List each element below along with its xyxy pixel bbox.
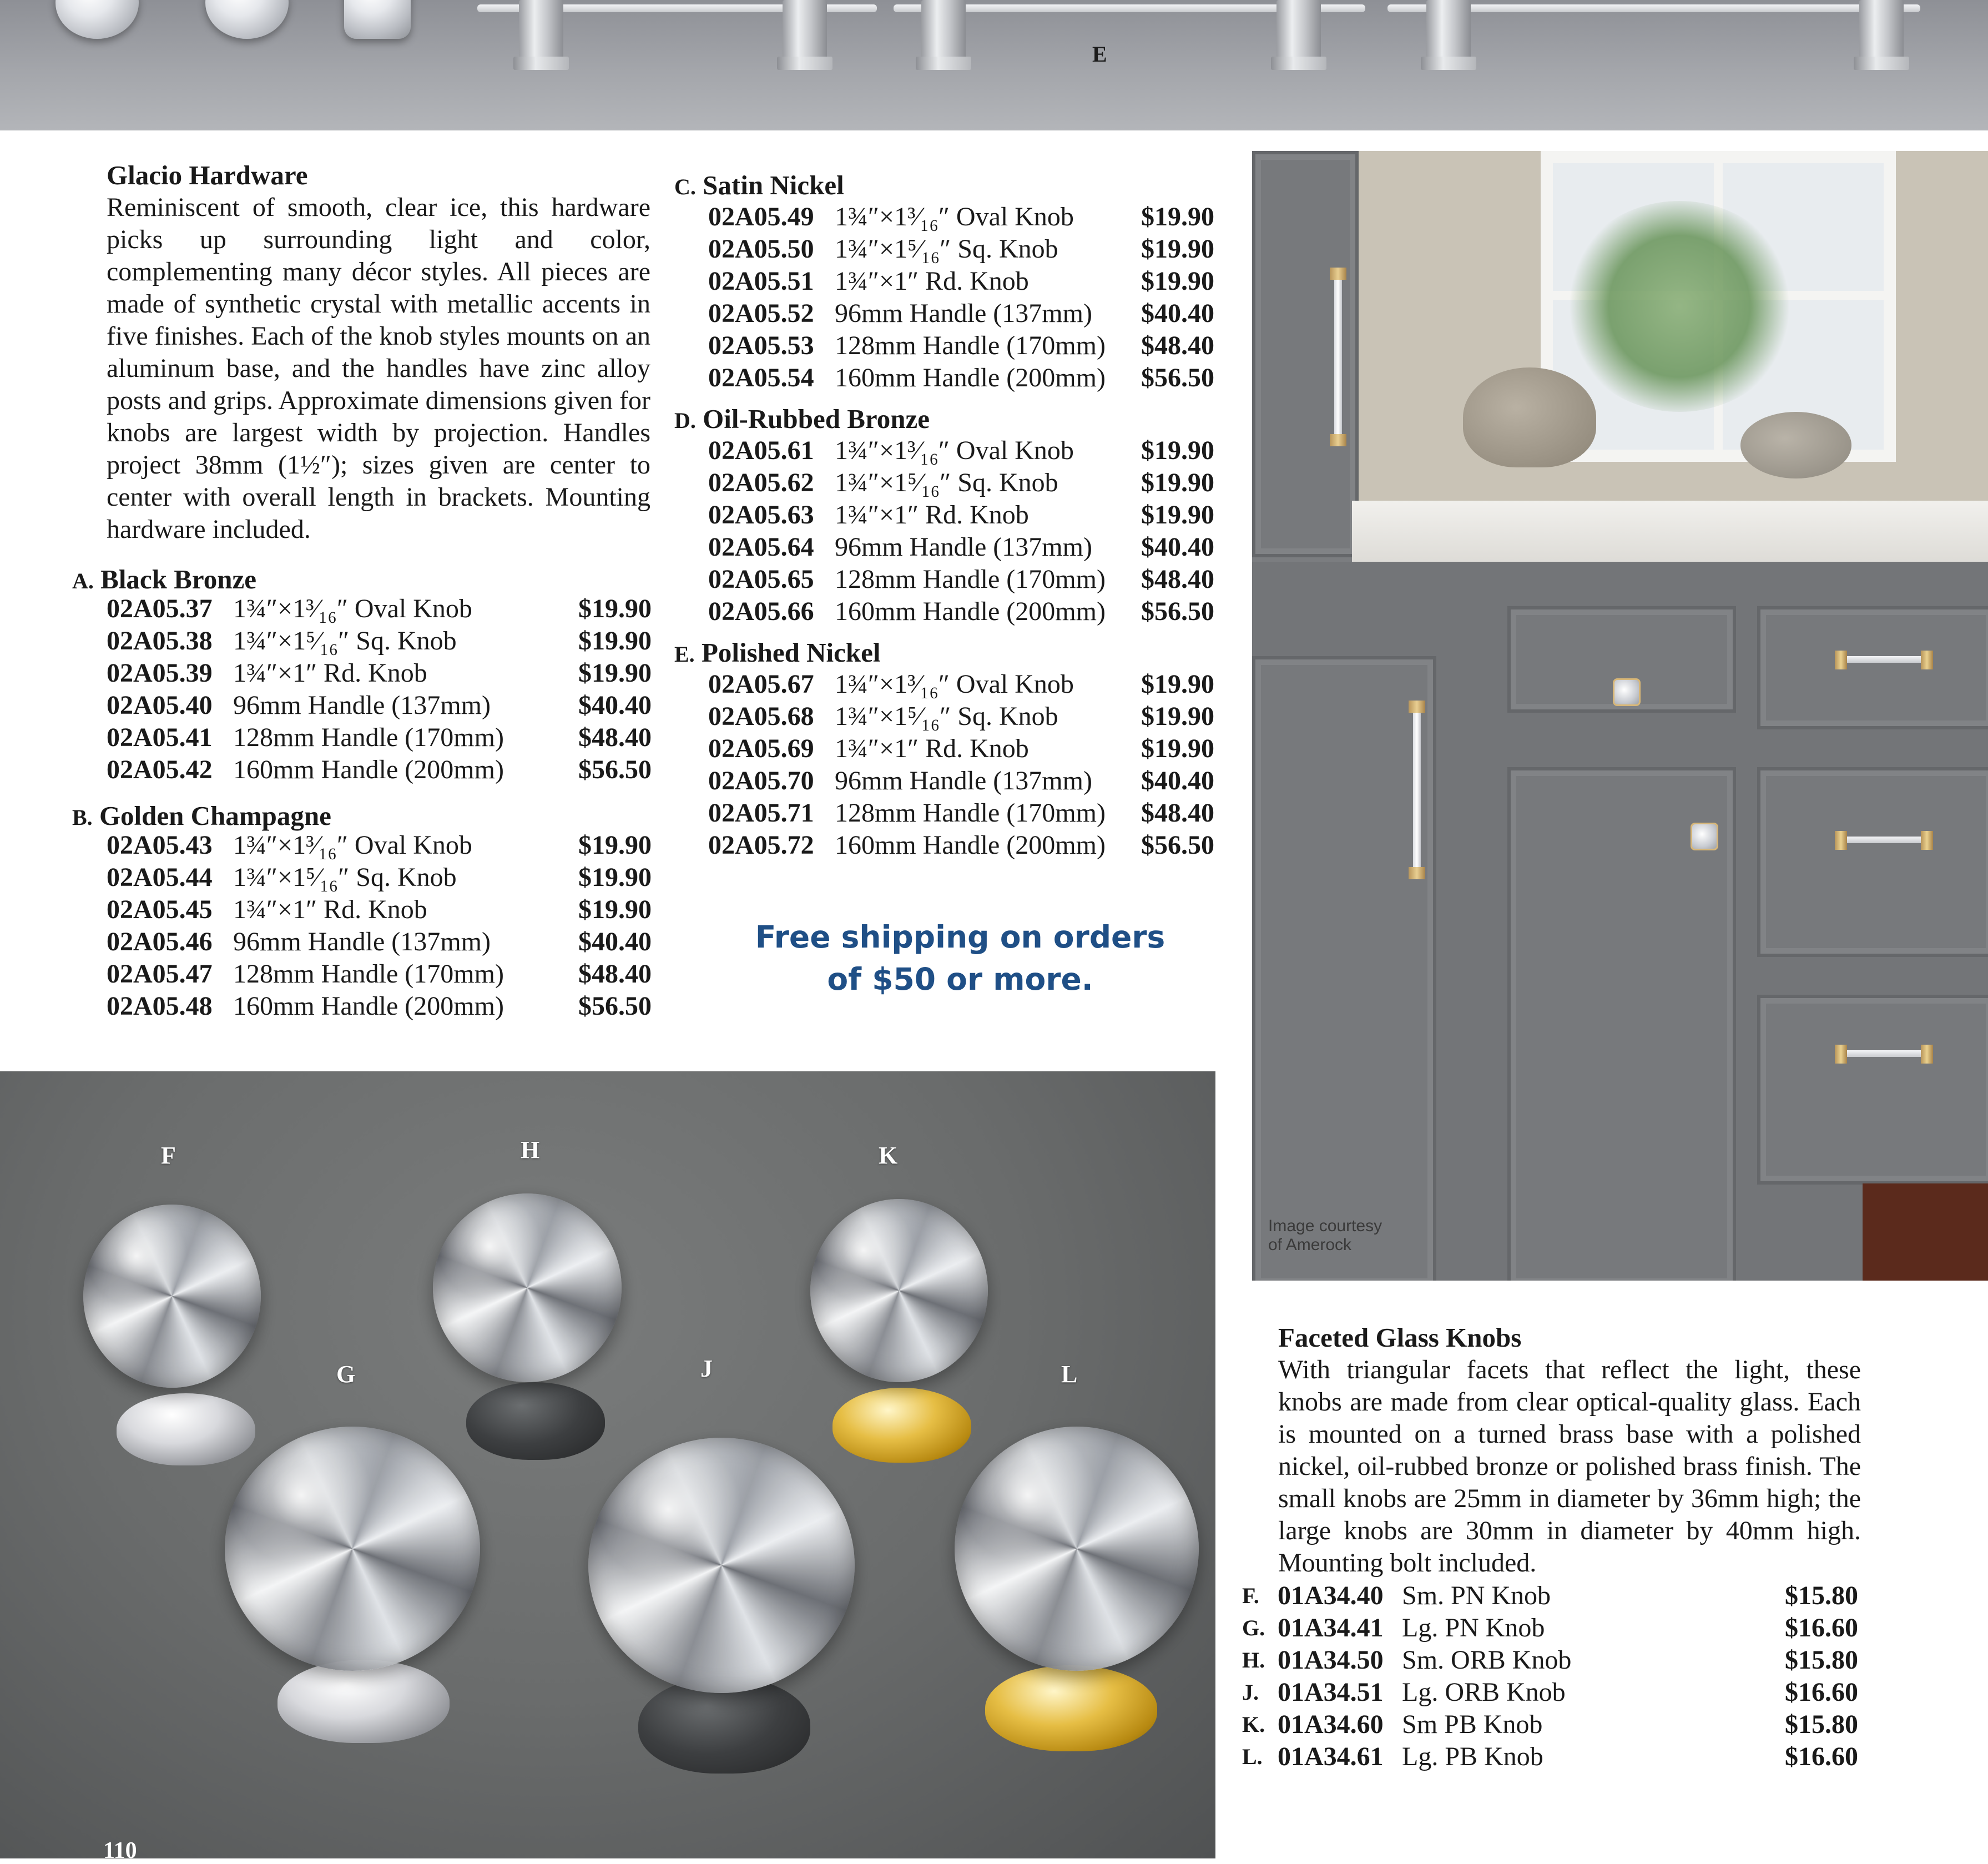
handle-post-image <box>1330 268 1346 280</box>
price-row: K. 01A34.60 Sm PB Knob $15.80 <box>1242 1710 1858 1739</box>
glass-handle-image <box>1413 706 1421 873</box>
price-row: 02A05.66 160mm Handle (200mm) $56.50 <box>708 597 1214 626</box>
knob-base-image <box>466 1382 605 1460</box>
price-row: 02A05.42 160mm Handle (200mm) $56.50 <box>107 755 652 784</box>
price-row: F. 01A34.40 Sm. PN Knob $15.80 <box>1242 1581 1858 1610</box>
glass-handle-image <box>1840 837 1929 843</box>
price-row: 02A05.51 1¾″×1″ Rd. Knob $19.90 <box>708 266 1214 296</box>
price-row: 02A05.38 1¾″×1⁵⁄₁₆″ Sq. Knob $19.90 <box>107 626 652 656</box>
handle-post-image <box>1835 831 1847 850</box>
photo-label: G <box>336 1361 356 1388</box>
glass-knob-image <box>588 1438 855 1693</box>
floor-image <box>1863 1183 1988 1281</box>
price-row: 02A05.67 1¾″×1³⁄₁₆″ Oval Knob $19.90 <box>708 669 1214 699</box>
knob-base-image <box>985 1665 1157 1751</box>
price-row: 02A05.37 1¾″×1³⁄₁₆″ Oval Knob $19.90 <box>107 594 652 623</box>
square-knob-image <box>1691 823 1718 850</box>
photo-label: L <box>1061 1361 1078 1388</box>
glass-knob-image <box>433 1193 622 1382</box>
price-row: 02A05.40 96mm Handle (137mm) $40.40 <box>107 691 652 720</box>
photo-label: H <box>521 1136 540 1163</box>
price-row: 02A05.41 128mm Handle (170mm) $48.40 <box>107 723 652 752</box>
price-row: 02A05.68 1¾″×1⁵⁄₁₆″ Sq. Knob $19.90 <box>708 702 1214 731</box>
photo-label: K <box>879 1142 898 1169</box>
handle-post-image <box>1409 867 1425 879</box>
price-row: H. 01A34.50 Sm. ORB Knob $15.80 <box>1242 1645 1858 1675</box>
glass-handle-image <box>1840 656 1929 663</box>
bird-figurine-image <box>1463 367 1596 467</box>
crystal-knob-image <box>55 0 139 39</box>
credit-line: Image courtesy <box>1268 1217 1382 1235</box>
crystal-square-knob-image <box>344 0 411 39</box>
drawer-front <box>1757 606 1988 729</box>
price-row: 02A05.65 128mm Handle (170mm) $48.40 <box>708 565 1214 594</box>
handle-post-image <box>1921 831 1933 850</box>
knob-base-image <box>277 1660 450 1743</box>
drawer-front <box>1757 995 1988 1185</box>
price-row: 02A05.61 1¾″×1³⁄₁₆″ Oval Knob $19.90 <box>708 436 1214 465</box>
price-row: 02A05.70 96mm Handle (137mm) $40.40 <box>708 766 1214 795</box>
price-row: 02A05.48 160mm Handle (200mm) $56.50 <box>107 991 652 1021</box>
price-row: 02A05.46 96mm Handle (137mm) $40.40 <box>107 927 652 956</box>
credit-line: of Amerock <box>1268 1236 1352 1254</box>
handle-post-image <box>519 0 563 66</box>
promo-line: of $50 or more. <box>827 961 1093 997</box>
glass-handle-image <box>1840 1050 1929 1057</box>
image-credit <box>1268 1217 1382 1255</box>
countertop-image <box>1352 501 1988 567</box>
handle-post-image <box>1426 0 1471 66</box>
handle-post-image <box>1835 1045 1847 1064</box>
handle-post-image <box>1276 0 1321 66</box>
price-row: 02A05.53 128mm Handle (170mm) $48.40 <box>708 331 1214 360</box>
finish-heading: D. Oil-Rubbed Bronze <box>674 404 930 434</box>
finish-heading: C. Satin Nickel <box>674 170 844 200</box>
price-row: 02A05.52 96mm Handle (137mm) $40.40 <box>708 299 1214 328</box>
glass-handle-image <box>1334 273 1342 440</box>
price-row: 02A05.69 1¾″×1″ Rd. Knob $19.90 <box>708 734 1214 763</box>
photo-label: F <box>161 1142 176 1169</box>
price-row: 02A05.43 1¾″×1³⁄₁₆″ Oval Knob $19.90 <box>107 830 652 860</box>
cabinet-door <box>1252 656 1436 1281</box>
section-description: Reminiscent of smooth, clear ice, this hardware picks up surrounding light and color, complementing many décor styles. All pieces are made of synthetic crystal with metallic accents in five finishes. Each of the knob styles mounts on an aluminum base, and the handles have zinc alloy posts and grips. Approximate dimensions given for knobs are largest width by projection. Handles project 38mm (1½″); sizes given are center to center with overall length in brackets. Mounting hardware included. <box>107 193 650 544</box>
price-row: L. 01A34.61 Lg. PB Knob $16.60 <box>1242 1742 1858 1771</box>
price-row: J. 01A34.51 Lg. ORB Knob $16.60 <box>1242 1677 1858 1707</box>
photo-label: J <box>700 1355 713 1382</box>
finish-heading: A. Black Bronze <box>72 564 256 595</box>
section-description: With triangular facets that reflect the light, these knobs are made from clear optical-quality glass. Each is mounted on a turned brass base with a polished nickel, oil-rubbed bronze or polished brass finish. The small knobs are 25mm in diameter by 36mm high; the large knobs are 30mm in diameter by 40mm high. Mounting bolt included. <box>1278 1355 1861 1578</box>
price-row: 02A05.64 96mm Handle (137mm) $40.40 <box>708 532 1214 562</box>
page-number: 110 <box>103 1838 137 1863</box>
handle-post-image <box>1921 651 1933 669</box>
handle-post-image <box>1835 651 1847 669</box>
price-row: 02A05.62 1¾″×1⁵⁄₁₆″ Sq. Knob $19.90 <box>708 468 1214 497</box>
drawer-front <box>1757 767 1988 957</box>
price-row: 02A05.54 160mm Handle (200mm) $56.50 <box>708 363 1214 392</box>
finish-heading: B. Golden Champagne <box>72 800 331 831</box>
promo-line: Free shipping on orders <box>755 919 1165 955</box>
handle-post-image <box>1330 434 1346 446</box>
price-row: 02A05.49 1¾″×1³⁄₁₆″ Oval Knob $19.90 <box>708 202 1214 231</box>
price-row: 02A05.72 160mm Handle (200mm) $56.50 <box>708 830 1214 860</box>
section-title: Glacio Hardware <box>107 160 308 190</box>
price-row: 02A05.44 1¾″×1⁵⁄₁₆″ Sq. Knob $19.90 <box>107 863 652 892</box>
bird-figurine-image <box>1740 412 1851 478</box>
price-row: 02A05.47 128mm Handle (170mm) $48.40 <box>107 959 652 989</box>
knob-base-image <box>832 1388 971 1463</box>
price-row: 02A05.45 1¾″×1″ Rd. Knob $19.90 <box>107 895 652 924</box>
cabinet-door <box>1252 151 1359 557</box>
price-row: G. 01A34.41 Lg. PN Knob $16.60 <box>1242 1613 1858 1643</box>
price-row: 02A05.39 1¾″×1″ Rd. Knob $19.90 <box>107 658 652 688</box>
section-title: Faceted Glass Knobs <box>1278 1322 1522 1353</box>
photo-label: E <box>1092 42 1107 67</box>
plant-image <box>1563 201 1796 412</box>
finish-heading: E. Polished Nickel <box>674 637 881 668</box>
glass-knob-image <box>955 1427 1199 1671</box>
top-banner-photo <box>0 0 1988 130</box>
handle-post-image <box>1409 701 1425 713</box>
glass-knob-image <box>83 1205 261 1388</box>
handle-post-image <box>921 0 966 66</box>
price-row: 02A05.71 128mm Handle (170mm) $48.40 <box>708 798 1214 828</box>
price-row: 02A05.50 1¾″×1⁵⁄₁₆″ Sq. Knob $19.90 <box>708 234 1214 264</box>
glass-knob-image <box>225 1427 480 1671</box>
square-knob-image <box>1613 678 1641 706</box>
kitchen-cabinet-photo <box>1252 151 1988 1281</box>
handle-post-image <box>1859 0 1904 66</box>
glass-knobs-photo <box>0 1071 1215 1858</box>
price-row: 02A05.63 1¾″×1″ Rd. Knob $19.90 <box>708 500 1214 530</box>
glass-knob-image <box>810 1199 988 1382</box>
knob-base-image <box>117 1393 255 1465</box>
free-shipping-promo <box>721 916 1199 1000</box>
handle-post-image <box>783 0 827 66</box>
crystal-knob-image <box>205 0 289 39</box>
handle-post-image <box>1921 1045 1933 1064</box>
